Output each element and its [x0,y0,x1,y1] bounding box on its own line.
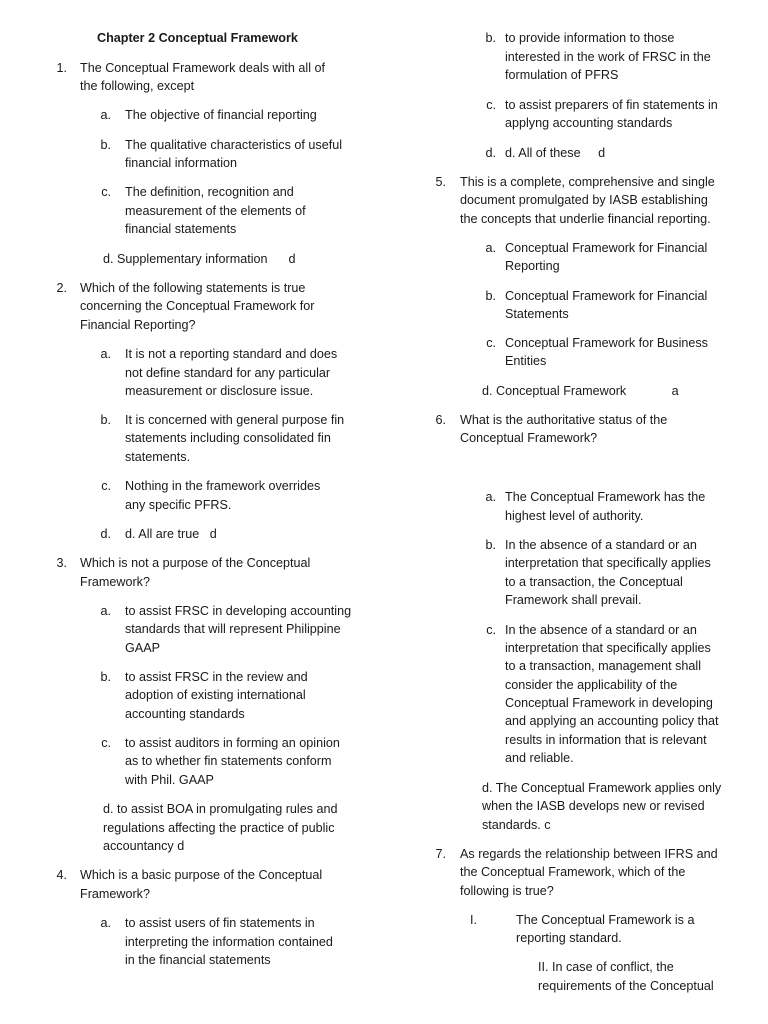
option-label: b. [100,413,111,427]
question-text-line: Which is a basic purpose of the Conceptual [80,868,323,882]
option-label: a. [100,347,111,361]
option-label: b. [100,138,111,152]
option-text-line: and applying an accounting policy that [505,714,719,728]
option-text-line: interpretation that specifically applies [505,641,711,655]
option-label: d. [485,146,496,160]
option-text-line: The Conceptual Framework has the [505,490,706,504]
option-text-line: in the financial statements [125,953,271,967]
option-text-line: adoption of existing international [125,688,306,702]
option-text-line: results in information that is relevant [505,733,707,747]
option-label: a. [485,490,496,504]
question-text-line: following is true? [460,884,554,898]
page-title: Chapter 2 Conceptual Framework [97,31,298,45]
option-text-line: statements. [125,450,191,464]
option-text-line: Conceptual Framework in developing [505,696,713,710]
option-text-line: when the IASB develops new or revised [482,799,705,813]
option-text-line: requirements of the Conceptual [538,979,714,993]
option-text-line: Nothing in the framework overrides [125,479,321,493]
option-text-line: The objective of financial reporting [125,108,317,122]
option-text-line: financial information [125,156,238,170]
option-text-line: GAAP [125,641,160,655]
option-text-line: The Conceptual Framework is a [516,913,695,927]
option-text-line: Entities [505,354,547,368]
option-text-line: d. The Conceptual Framework applies only [482,781,722,795]
option-text-line: and reliable. [505,751,574,765]
option-text-line: d. to assist BOA in promulgating rules and [103,802,338,816]
question-text-line: Framework? [80,887,150,901]
option-label: c. [101,479,111,493]
option-text-line: measurement or disclosure issue. [125,384,314,398]
option-text-line: consider the applicability of the [505,678,678,692]
option-text-line: to a transaction, management shall [505,659,702,673]
option-text-line: to provide information to those [505,31,675,45]
question-text-line: Framework? [80,575,150,589]
option-text-line: to a transaction, the Conceptual [505,575,683,589]
option-text-line: The definition, recognition and [125,185,294,199]
option-text-line: with Phil. GAAP [125,773,214,787]
option-text-line: In the absence of a standard or an [505,538,697,552]
option-text-line: applyng accounting standards [505,116,673,130]
option-text-line: interpretation that specifically applies [505,556,711,570]
option-label: b. [485,289,496,303]
option-text-line: Reporting [505,259,560,273]
question-text-line: Conceptual Framework? [460,431,598,445]
option-text-line: In the absence of a standard or an [505,623,697,637]
option-text-line: measurement of the elements of [125,204,306,218]
option-text-line: d. Conceptual Framework a [482,384,679,398]
option-text-line: d. All of these d [505,146,606,160]
option-text-line: formulation of PFRS [505,68,619,82]
question-number: 1. [56,61,67,75]
option-text-line: highest level of authority. [505,509,644,523]
option-text-line: regulations affecting the practice of public [103,821,335,835]
option-text-line: Conceptual Framework for Financial [505,289,708,303]
option-text-line: It is not a reporting standard and does [125,347,338,361]
option-label: d. [100,527,111,541]
option-text-line: interpreting the information contained [125,935,333,949]
question-number: 6. [435,413,446,427]
option-text-line: to assist preparers of fin statements in [505,98,718,112]
question-text-line: Which is not a purpose of the Conceptual [80,556,311,570]
option-text-line: interested in the work of FRSC in the [505,50,711,64]
option-text-line: standards. c [482,818,551,832]
question-text-line: Which of the following statements is true [80,281,306,295]
option-text-line: to assist users of fin statements in [125,916,315,930]
option-label: a. [100,108,111,122]
option-label: b. [485,538,496,552]
question-number: 2. [56,281,67,295]
option-label: b. [485,31,496,45]
option-label: I. [470,913,477,927]
option-label: c. [486,336,496,350]
option-label: c. [101,185,111,199]
option-text-line: Conceptual Framework for Financial [505,241,708,255]
question-text-line: The Conceptual Framework deals with all of [80,61,325,75]
question-text-line: the following, except [80,79,195,93]
option-label: c. [101,736,111,750]
option-text-line: Statements [505,307,569,321]
option-label: a. [100,604,111,618]
question-text-line: This is a complete, comprehensive and single [460,175,715,189]
option-text-line: Conceptual Framework for Business [505,336,708,350]
option-text-line: accounting standards [125,707,245,721]
question-text-line: document promulgated by IASB establishing [460,193,708,207]
option-text-line: to assist FRSC in the review and [125,670,308,684]
option-text-line: standards that will represent Philippine [125,622,341,636]
option-text-line: not define standard for any particular [125,366,331,380]
question-text-line: the Conceptual Framework, which of the [460,865,686,879]
question-text-line: concerning the Conceptual Framework for [80,299,315,313]
question-text-line: As regards the relationship between IFRS and [460,847,718,861]
option-text-line: as to whether fin statements conform [125,754,332,768]
option-text-line: financial statements [125,222,237,236]
option-text-line: to assist FRSC in developing accounting [125,604,352,618]
option-text-line: d. Supplementary information d [103,252,296,266]
option-text-line: statements including consolidated fin [125,431,331,445]
option-label: c. [486,623,496,637]
option-text-line: to assist auditors in forming an opinion [125,736,340,750]
option-text-line: It is concerned with general purpose fin [125,413,345,427]
question-number: 5. [435,175,446,189]
option-text-line: II. In case of conflict, the [538,960,674,974]
question-text-line: Financial Reporting? [80,318,196,332]
option-label: c. [486,98,496,112]
option-text-line: any specific PFRS. [125,498,232,512]
option-text-line: Framework shall prevail. [505,593,642,607]
option-label: a. [100,916,111,930]
question-text-line: What is the authoritative status of the [460,413,668,427]
option-text-line: d. All are true d [125,527,217,541]
option-text-line: reporting standard. [516,931,622,945]
option-label: a. [485,241,496,255]
option-text-line: The qualitative characteristics of useful [125,138,342,152]
question-number: 7. [435,847,446,861]
question-number: 4. [56,868,67,882]
option-label: b. [100,670,111,684]
option-text-line: accountancy d [103,839,185,853]
question-number: 3. [56,556,67,570]
question-text-line: the concepts that underlie financial reporting. [460,212,711,226]
